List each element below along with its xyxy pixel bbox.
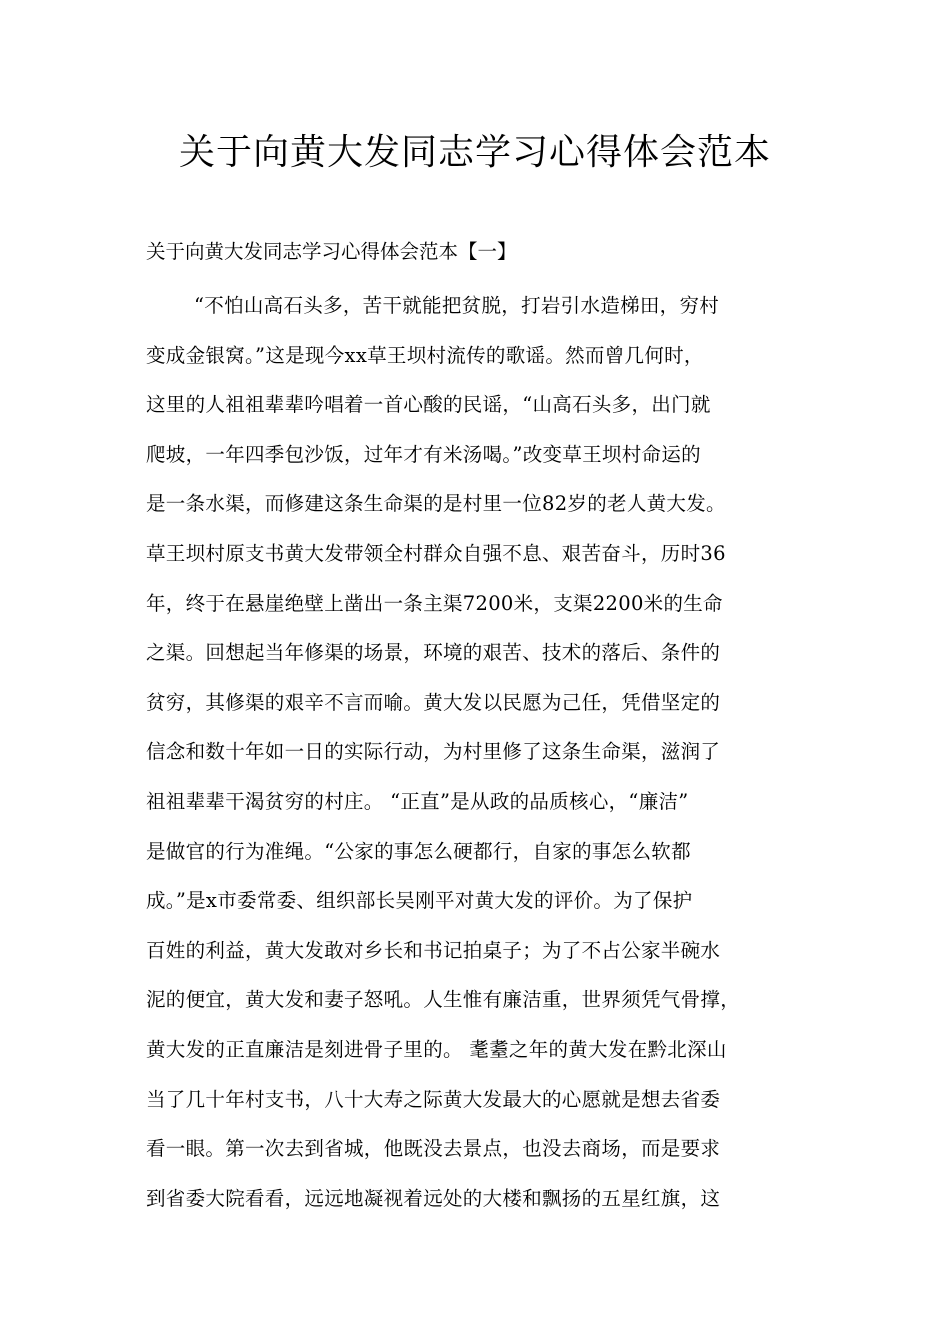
document-title: 关于向黄大发同志学习心得体会范本 xyxy=(178,132,771,173)
section-heading: 关于向黄大发同志学习心得体会范本【一】 xyxy=(146,240,517,263)
body-line: 这里的人祖祖辈辈吟唱着一首心酸的民谣，“山高石头多，出门就 xyxy=(146,393,711,417)
body-text xyxy=(146,281,806,1223)
body-line: 到省委大院看看，远远地凝视着远处的大楼和飘扬的五星红旗，这 xyxy=(146,1186,721,1210)
body-line: 是一条水渠，而修建这条生命渠的是村里一位82岁的老人黄大发。 xyxy=(146,492,726,516)
body-line: 之渠。回想起当年修渠的场景，环境的艰苦、技术的落后、条件的 xyxy=(146,641,721,665)
body-line: 祖祖辈辈干渴贫穷的村庄。 “正直”是从政的品质核心，“廉洁” xyxy=(146,789,689,813)
body-line: 成。”是x市委常委、组织部长吴刚平对黄大发的评价。为了保护 xyxy=(146,889,693,913)
body-line: 当了几十年村支书，八十大寿之际黄大发最大的心愿就是想去省委 xyxy=(146,1087,721,1111)
body-line: 年，终于在悬崖绝壁上凿出一条主渠7200米，支渠2200米的生命 xyxy=(146,591,723,615)
body-line: 信念和数十年如一日的实际行动，为村里修了这条生命渠，滋润了 xyxy=(146,740,721,764)
body-line: 草王坝村原支书黄大发带领全村群众自强不息、艰苦奋斗，历时36 xyxy=(146,541,726,565)
body-line: “不怕山高石头多，苦干就能把贫脱，打岩引水造梯田，穷村 xyxy=(194,294,720,317)
body-line: 泥的便宜，黄大发和妻子怒吼。人生惟有廉洁重，世界须凭气骨撑， xyxy=(146,988,741,1012)
body-line: 百姓的利益，黄大发敢对乡长和书记拍桌子；为了不占公家半碗水 xyxy=(146,938,721,962)
body-line: 爬坡，一年四季包沙饭，过年才有米汤喝。”改变草王坝村命运的 xyxy=(146,442,701,466)
body-line: 看一眼。第一次去到省城，他既没去景点，也没去商场，而是要求 xyxy=(146,1137,721,1161)
body-line: 贫穷，其修渠的艰辛不言而喻。黄大发以民愿为己任，凭借坚定的 xyxy=(146,690,721,714)
body-line: 是做官的行为准绳。“公家的事怎么硬都行，自家的事怎么软都 xyxy=(146,839,691,863)
body-line: 黄大发的正直廉洁是刻进骨子里的。 耄耋之年的黄大发在黔北深山 xyxy=(146,1037,727,1061)
body-line: 变成金银窝。”这是现今xx草王坝村流传的歌谣。然而曾几何时， xyxy=(146,343,704,367)
